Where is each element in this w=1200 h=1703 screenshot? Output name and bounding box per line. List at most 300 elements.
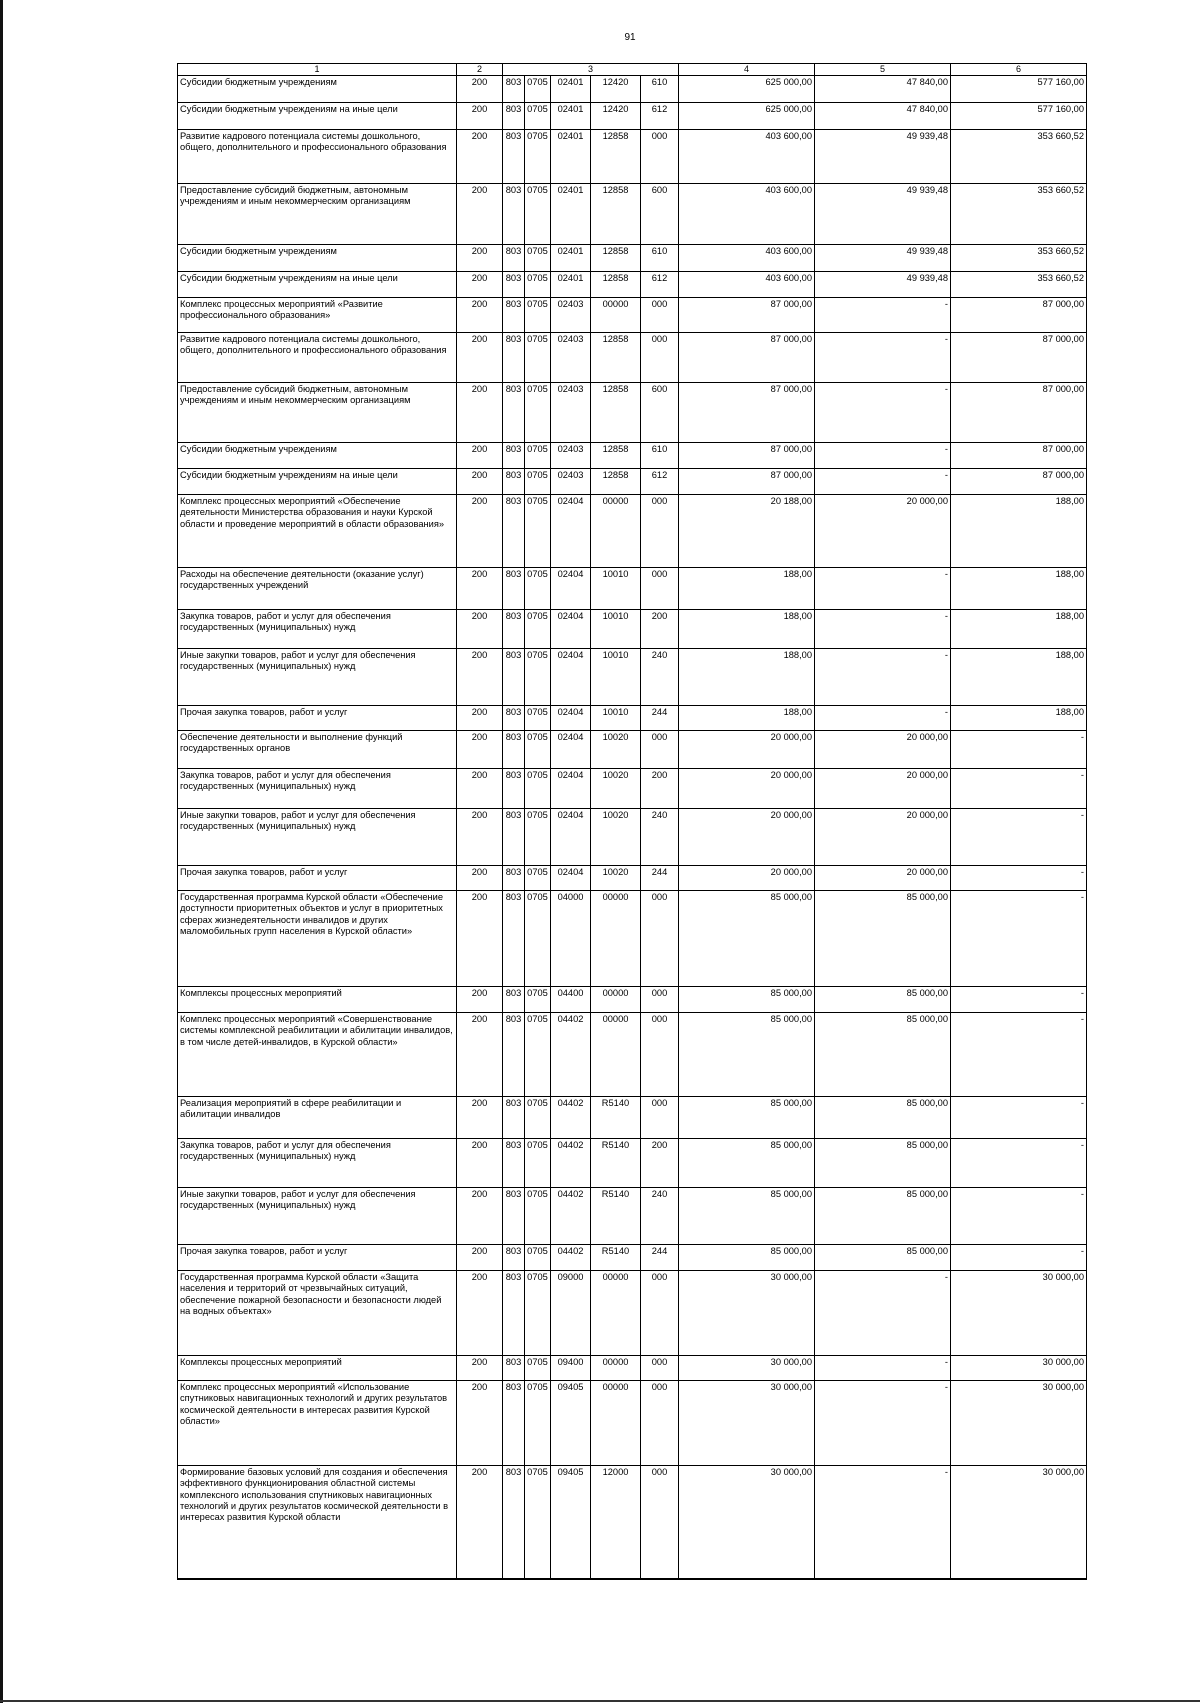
- table-row: [178, 568, 1087, 610]
- row-name: Формирование базовых условий для создания и обеспечения эффективного функционирования областной системы комплексного использования спутниковых навигационных технологий и других результатов космической деятельности в интересах развития Курской области: [178, 1466, 457, 1580]
- expense-type-code: 612: [641, 469, 679, 495]
- header-col-2: 2: [457, 64, 503, 76]
- col2-code: 200: [457, 469, 503, 495]
- table-row: [178, 184, 1087, 245]
- ministry-code: 803: [503, 1271, 525, 1356]
- amount-col5: -: [815, 469, 951, 495]
- amount-col6: 353 660,52: [951, 245, 1087, 272]
- expense-type-code: 240: [641, 649, 679, 706]
- ministry-code: 803: [503, 1381, 525, 1466]
- amount-col4: 20 000,00: [679, 809, 815, 866]
- expense-type-code: 610: [641, 245, 679, 272]
- direction-code: 10020: [591, 866, 641, 891]
- expense-type-code: 000: [641, 495, 679, 568]
- amount-col5: -: [815, 649, 951, 706]
- section-code: 0705: [525, 103, 551, 130]
- col2-code: 200: [457, 610, 503, 649]
- row-name: Комплекс процессных мероприятий «Обеспечение деятельности Министерства образования и науки Курской области и проведение мероприятий в области образования»: [178, 495, 457, 568]
- expense-type-code: 000: [641, 987, 679, 1013]
- section-code: 0705: [525, 298, 551, 333]
- amount-col4: 85 000,00: [679, 987, 815, 1013]
- table-row: [178, 769, 1087, 809]
- section-code: 0705: [525, 866, 551, 891]
- section-code: 0705: [525, 706, 551, 731]
- direction-code: 10010: [591, 568, 641, 610]
- row-name: Развитие кадрового потенциала системы дошкольного, общего, дополнительного и профессионального образования: [178, 333, 457, 383]
- table-row: [178, 1245, 1087, 1271]
- scan-left-border: [0, 0, 3, 1703]
- row-name: Субсидии бюджетным учреждениям на иные цели: [178, 103, 457, 130]
- ministry-code: 803: [503, 1356, 525, 1381]
- direction-code: 10020: [591, 731, 641, 769]
- program-code: 04402: [551, 1188, 591, 1245]
- col2-code: 200: [457, 130, 503, 184]
- amount-col4: 87 000,00: [679, 333, 815, 383]
- expense-type-code: 000: [641, 568, 679, 610]
- direction-code: 12420: [591, 76, 641, 103]
- header-row: [178, 64, 1087, 76]
- expense-type-code: 600: [641, 184, 679, 245]
- program-code: 02404: [551, 866, 591, 891]
- program-code: 09405: [551, 1381, 591, 1466]
- table-row: [178, 495, 1087, 568]
- amount-col5: 20 000,00: [815, 809, 951, 866]
- amount-col5: 49 939,48: [815, 272, 951, 298]
- table-row: [178, 706, 1087, 731]
- section-code: 0705: [525, 383, 551, 443]
- header-col-3: 3: [503, 64, 679, 76]
- row-name: Субсидии бюджетным учреждениям: [178, 245, 457, 272]
- direction-code: 12858: [591, 469, 641, 495]
- amount-col6: 30 000,00: [951, 1271, 1087, 1356]
- col2-code: 200: [457, 272, 503, 298]
- direction-code: R5140: [591, 1139, 641, 1188]
- amount-col4: 30 000,00: [679, 1356, 815, 1381]
- amount-col4: 87 000,00: [679, 298, 815, 333]
- direction-code: 00000: [591, 1013, 641, 1097]
- col2-code: 200: [457, 245, 503, 272]
- program-code: 02401: [551, 245, 591, 272]
- amount-col5: 20 000,00: [815, 769, 951, 809]
- col2-code: 200: [457, 383, 503, 443]
- scan-bottom-edge: [0, 1700, 1200, 1702]
- section-code: 0705: [525, 568, 551, 610]
- expense-type-code: 610: [641, 443, 679, 469]
- expense-type-code: 244: [641, 706, 679, 731]
- direction-code: 12858: [591, 443, 641, 469]
- row-name: Прочая закупка товаров, работ и услуг: [178, 706, 457, 731]
- direction-code: R5140: [591, 1245, 641, 1271]
- amount-col4: 403 600,00: [679, 245, 815, 272]
- amount-col5: -: [815, 1356, 951, 1381]
- table-row: [178, 469, 1087, 495]
- ministry-code: 803: [503, 333, 525, 383]
- amount-col6: -: [951, 1139, 1087, 1188]
- section-code: 0705: [525, 443, 551, 469]
- table-row: [178, 1381, 1087, 1466]
- amount-col5: 85 000,00: [815, 1188, 951, 1245]
- amount-col6: -: [951, 1013, 1087, 1097]
- row-name: Реализация мероприятий в сфере реабилитации и абилитации инвалидов: [178, 1097, 457, 1139]
- section-code: 0705: [525, 987, 551, 1013]
- expense-type-code: 000: [641, 1381, 679, 1466]
- col2-code: 200: [457, 1097, 503, 1139]
- direction-code: 10020: [591, 769, 641, 809]
- table-row: [178, 1271, 1087, 1356]
- section-code: 0705: [525, 1139, 551, 1188]
- table-row: [178, 891, 1087, 987]
- direction-code: 12858: [591, 333, 641, 383]
- ministry-code: 803: [503, 1139, 525, 1188]
- section-code: 0705: [525, 1188, 551, 1245]
- col2-code: 200: [457, 103, 503, 130]
- amount-col4: 625 000,00: [679, 76, 815, 103]
- amount-col6: 30 000,00: [951, 1356, 1087, 1381]
- amount-col4: 85 000,00: [679, 1139, 815, 1188]
- amount-col4: 403 600,00: [679, 184, 815, 245]
- program-code: 02404: [551, 809, 591, 866]
- row-name: Закупка товаров, работ и услуг для обеспечения государственных (муниципальных) нужд: [178, 1139, 457, 1188]
- amount-col4: 20 188,00: [679, 495, 815, 568]
- direction-code: 00000: [591, 298, 641, 333]
- ministry-code: 803: [503, 443, 525, 469]
- amount-col5: 85 000,00: [815, 1139, 951, 1188]
- row-name: Комплекс процессных мероприятий «Развитие профессионального образования»: [178, 298, 457, 333]
- section-code: 0705: [525, 769, 551, 809]
- amount-col6: 30 000,00: [951, 1381, 1087, 1466]
- section-code: 0705: [525, 1466, 551, 1580]
- row-name: Предоставление субсидий бюджетным, автономным учреждениям и иным некоммерческим организациям: [178, 184, 457, 245]
- expense-type-code: 000: [641, 731, 679, 769]
- amount-col4: 188,00: [679, 568, 815, 610]
- amount-col5: 49 939,48: [815, 245, 951, 272]
- program-code: 09000: [551, 1271, 591, 1356]
- program-code: 02404: [551, 495, 591, 568]
- ministry-code: 803: [503, 649, 525, 706]
- direction-code: 10010: [591, 706, 641, 731]
- amount-col6: 87 000,00: [951, 333, 1087, 383]
- amount-col4: 87 000,00: [679, 383, 815, 443]
- row-name: Субсидии бюджетным учреждениям на иные цели: [178, 469, 457, 495]
- budget-table: [177, 63, 1087, 1580]
- program-code: 04000: [551, 891, 591, 987]
- expense-type-code: 200: [641, 1139, 679, 1188]
- row-name: Субсидии бюджетным учреждениям: [178, 76, 457, 103]
- ministry-code: 803: [503, 1466, 525, 1580]
- row-name: Расходы на обеспечение деятельности (оказание услуг) государственных учреждений: [178, 568, 457, 610]
- expense-type-code: 000: [641, 891, 679, 987]
- section-code: 0705: [525, 891, 551, 987]
- amount-col6: 87 000,00: [951, 383, 1087, 443]
- direction-code: R5140: [591, 1188, 641, 1245]
- section-code: 0705: [525, 76, 551, 103]
- amount-col4: 30 000,00: [679, 1271, 815, 1356]
- col2-code: 200: [457, 649, 503, 706]
- amount-col5: 49 939,48: [815, 130, 951, 184]
- header-col-6: 6: [951, 64, 1087, 76]
- amount-col4: 188,00: [679, 649, 815, 706]
- amount-col4: 85 000,00: [679, 1013, 815, 1097]
- section-code: 0705: [525, 1271, 551, 1356]
- amount-col4: 87 000,00: [679, 469, 815, 495]
- section-code: 0705: [525, 1013, 551, 1097]
- direction-code: 00000: [591, 1271, 641, 1356]
- section-code: 0705: [525, 1245, 551, 1271]
- ministry-code: 803: [503, 731, 525, 769]
- row-name: Развитие кадрового потенциала системы дошкольного, общего, дополнительного и профессионального образования: [178, 130, 457, 184]
- col2-code: 200: [457, 769, 503, 809]
- program-code: 09400: [551, 1356, 591, 1381]
- col2-code: 200: [457, 184, 503, 245]
- ministry-code: 803: [503, 987, 525, 1013]
- col2-code: 200: [457, 1381, 503, 1466]
- table-row: [178, 333, 1087, 383]
- table-row: [178, 103, 1087, 130]
- program-code: 02403: [551, 383, 591, 443]
- amount-col4: 87 000,00: [679, 443, 815, 469]
- ministry-code: 803: [503, 272, 525, 298]
- amount-col6: 188,00: [951, 610, 1087, 649]
- direction-code: 00000: [591, 1356, 641, 1381]
- col2-code: 200: [457, 731, 503, 769]
- expense-type-code: 000: [641, 1271, 679, 1356]
- row-name: Государственная программа Курской области «Защита населения и территорий от чрезвычайных ситуаций, обеспечение пожарной безопасности и безопасности людей на водных объектах»: [178, 1271, 457, 1356]
- direction-code: 12858: [591, 184, 641, 245]
- amount-col6: 87 000,00: [951, 469, 1087, 495]
- expense-type-code: 200: [641, 769, 679, 809]
- amount-col5: -: [815, 443, 951, 469]
- program-code: 02403: [551, 469, 591, 495]
- amount-col6: 87 000,00: [951, 298, 1087, 333]
- amount-col6: -: [951, 1188, 1087, 1245]
- ministry-code: 803: [503, 76, 525, 103]
- row-name: Иные закупки товаров, работ и услуг для обеспечения государственных (муниципальных) нужд: [178, 649, 457, 706]
- amount-col5: 20 000,00: [815, 731, 951, 769]
- amount-col6: -: [951, 1245, 1087, 1271]
- direction-code: 12858: [591, 383, 641, 443]
- section-code: 0705: [525, 1356, 551, 1381]
- expense-type-code: 612: [641, 103, 679, 130]
- section-code: 0705: [525, 495, 551, 568]
- table-row: [178, 1466, 1087, 1580]
- amount-col5: -: [815, 1381, 951, 1466]
- table-row: [178, 298, 1087, 333]
- col2-code: 200: [457, 495, 503, 568]
- section-code: 0705: [525, 610, 551, 649]
- amount-col4: 85 000,00: [679, 1245, 815, 1271]
- col2-code: 200: [457, 891, 503, 987]
- ministry-code: 803: [503, 706, 525, 731]
- direction-code: 12420: [591, 103, 641, 130]
- direction-code: 12000: [591, 1466, 641, 1580]
- section-code: 0705: [525, 184, 551, 245]
- program-code: 02404: [551, 731, 591, 769]
- col2-code: 200: [457, 1139, 503, 1188]
- expense-type-code: 000: [641, 130, 679, 184]
- ministry-code: 803: [503, 809, 525, 866]
- ministry-code: 803: [503, 1013, 525, 1097]
- section-code: 0705: [525, 469, 551, 495]
- ministry-code: 803: [503, 1188, 525, 1245]
- amount-col5: -: [815, 333, 951, 383]
- amount-col6: 353 660,52: [951, 272, 1087, 298]
- table-row: [178, 731, 1087, 769]
- program-code: 02401: [551, 130, 591, 184]
- program-code: 04402: [551, 1097, 591, 1139]
- row-name: Прочая закупка товаров, работ и услуг: [178, 1245, 457, 1271]
- direction-code: 10010: [591, 610, 641, 649]
- ministry-code: 803: [503, 866, 525, 891]
- program-code: 02404: [551, 649, 591, 706]
- amount-col4: 20 000,00: [679, 769, 815, 809]
- program-code: 04402: [551, 1013, 591, 1097]
- amount-col6: -: [951, 809, 1087, 866]
- amount-col5: -: [815, 1466, 951, 1580]
- amount-col4: 85 000,00: [679, 891, 815, 987]
- page-number: 91: [624, 32, 636, 43]
- row-name: Закупка товаров, работ и услуг для обеспечения государственных (муниципальных) нужд: [178, 610, 457, 649]
- section-code: 0705: [525, 1097, 551, 1139]
- amount-col6: 188,00: [951, 495, 1087, 568]
- col2-code: 200: [457, 1188, 503, 1245]
- amount-col5: 85 000,00: [815, 891, 951, 987]
- section-code: 0705: [525, 245, 551, 272]
- direction-code: 10010: [591, 649, 641, 706]
- ministry-code: 803: [503, 184, 525, 245]
- table-row: [178, 649, 1087, 706]
- amount-col5: 85 000,00: [815, 1097, 951, 1139]
- row-name: Обеспечение деятельности и выполнение функций государственных органов: [178, 731, 457, 769]
- amount-col5: -: [815, 1271, 951, 1356]
- table-row: [178, 130, 1087, 184]
- section-code: 0705: [525, 130, 551, 184]
- direction-code: 00000: [591, 495, 641, 568]
- direction-code: 12858: [591, 130, 641, 184]
- header-col-1: 1: [178, 64, 457, 76]
- col2-code: 200: [457, 706, 503, 731]
- col2-code: 200: [457, 1245, 503, 1271]
- program-code: 02404: [551, 610, 591, 649]
- col2-code: 200: [457, 1271, 503, 1356]
- row-name: Государственная программа Курской области «Обеспечение доступности приоритетных объектов и услуг в приоритетных сферах жизнедеятельности инвалидов и других маломобильных групп населения в Курской области»: [178, 891, 457, 987]
- table-row: [178, 272, 1087, 298]
- program-code: 02403: [551, 333, 591, 383]
- amount-col5: 47 840,00: [815, 76, 951, 103]
- col2-code: 200: [457, 809, 503, 866]
- table-row: [178, 1188, 1087, 1245]
- expense-type-code: 240: [641, 809, 679, 866]
- row-name: Субсидии бюджетным учреждениям: [178, 443, 457, 469]
- row-name: Комплекс процессных мероприятий «Использование спутниковых навигационных технологий и других результатов космической деятельности в интересах развития Курской области»: [178, 1381, 457, 1466]
- program-code: 02404: [551, 769, 591, 809]
- expense-type-code: 000: [641, 1013, 679, 1097]
- amount-col4: 188,00: [679, 706, 815, 731]
- section-code: 0705: [525, 731, 551, 769]
- amount-col4: 20 000,00: [679, 866, 815, 891]
- amount-col5: 85 000,00: [815, 987, 951, 1013]
- ministry-code: 803: [503, 469, 525, 495]
- table-row: [178, 1139, 1087, 1188]
- table-row: [178, 1013, 1087, 1097]
- amount-col6: 577 160,00: [951, 76, 1087, 103]
- section-code: 0705: [525, 333, 551, 383]
- amount-col5: 49 939,48: [815, 184, 951, 245]
- ministry-code: 803: [503, 495, 525, 568]
- section-code: 0705: [525, 649, 551, 706]
- expense-type-code: 000: [641, 1356, 679, 1381]
- col2-code: 200: [457, 298, 503, 333]
- row-name: Комплексы процессных мероприятий: [178, 987, 457, 1013]
- amount-col5: -: [815, 610, 951, 649]
- row-name: Прочая закупка товаров, работ и услуг: [178, 866, 457, 891]
- amount-col6: -: [951, 891, 1087, 987]
- amount-col4: 30 000,00: [679, 1466, 815, 1580]
- amount-col6: -: [951, 1097, 1087, 1139]
- col2-code: 200: [457, 987, 503, 1013]
- amount-col6: -: [951, 731, 1087, 769]
- row-name: Иные закупки товаров, работ и услуг для обеспечения государственных (муниципальных) нужд: [178, 809, 457, 866]
- ministry-code: 803: [503, 298, 525, 333]
- amount-col4: 403 600,00: [679, 272, 815, 298]
- header-col-5: 5: [815, 64, 951, 76]
- expense-type-code: 610: [641, 76, 679, 103]
- amount-col6: 577 160,00: [951, 103, 1087, 130]
- ministry-code: 803: [503, 610, 525, 649]
- table-row: [178, 383, 1087, 443]
- ministry-code: 803: [503, 1245, 525, 1271]
- col2-code: 200: [457, 866, 503, 891]
- table-row: [178, 1356, 1087, 1381]
- amount-col6: 30 000,00: [951, 1466, 1087, 1580]
- amount-col6: 188,00: [951, 568, 1087, 610]
- row-name: Закупка товаров, работ и услуг для обеспечения государственных (муниципальных) нужд: [178, 769, 457, 809]
- table-row: [178, 76, 1087, 103]
- expense-type-code: 244: [641, 1245, 679, 1271]
- program-code: 02404: [551, 568, 591, 610]
- program-code: 02401: [551, 76, 591, 103]
- amount-col6: -: [951, 769, 1087, 809]
- ministry-code: 803: [503, 568, 525, 610]
- direction-code: R5140: [591, 1097, 641, 1139]
- col2-code: 200: [457, 333, 503, 383]
- expense-type-code: 000: [641, 1466, 679, 1580]
- row-name: Комплекс процессных мероприятий «Совершенствование системы комплексной реабилитации и абилитации инвалидов, в том числе детей-инвалидов, в Курской области»: [178, 1013, 457, 1097]
- expense-type-code: 000: [641, 333, 679, 383]
- expense-type-code: 600: [641, 383, 679, 443]
- amount-col5: 85 000,00: [815, 1013, 951, 1097]
- col2-code: 200: [457, 568, 503, 610]
- row-name: Комплексы процессных мероприятий: [178, 1356, 457, 1381]
- program-code: 02401: [551, 184, 591, 245]
- expense-type-code: 240: [641, 1188, 679, 1245]
- amount-col4: 625 000,00: [679, 103, 815, 130]
- program-code: 04402: [551, 1139, 591, 1188]
- program-code: 02404: [551, 706, 591, 731]
- table-row: [178, 866, 1087, 891]
- amount-col6: -: [951, 866, 1087, 891]
- amount-col5: 85 000,00: [815, 1245, 951, 1271]
- amount-col4: 85 000,00: [679, 1188, 815, 1245]
- col2-code: 200: [457, 76, 503, 103]
- direction-code: 00000: [591, 891, 641, 987]
- program-code: 02403: [551, 443, 591, 469]
- amount-col4: 85 000,00: [679, 1097, 815, 1139]
- header-col-4: 4: [679, 64, 815, 76]
- expense-type-code: 000: [641, 298, 679, 333]
- ministry-code: 803: [503, 130, 525, 184]
- amount-col5: 20 000,00: [815, 866, 951, 891]
- amount-col6: 188,00: [951, 649, 1087, 706]
